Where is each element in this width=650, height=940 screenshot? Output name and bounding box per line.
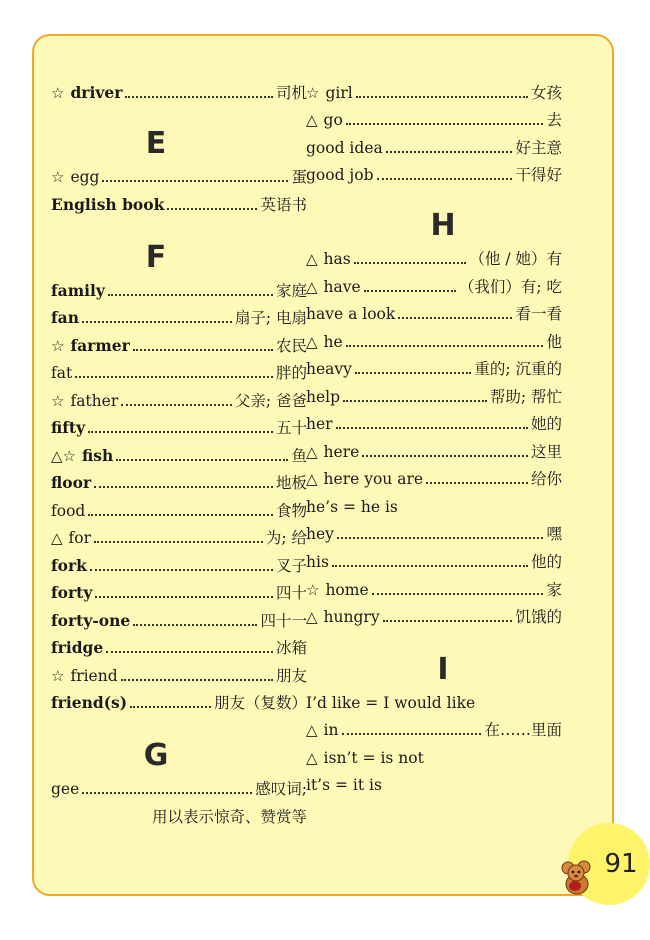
entry-meaning: 司机: [275, 84, 307, 102]
entry-forty: [51, 576, 307, 602]
entry-meaning: 农民: [275, 337, 307, 355]
section-letter-i: I: [437, 652, 449, 687]
entry-word: here: [323, 443, 360, 461]
star-mark: ☆: [306, 84, 320, 102]
entry-word: forty-one: [51, 611, 131, 630]
entry-word: have a look: [306, 305, 396, 323]
entry-meaning: 他: [546, 333, 562, 351]
entry-meaning: 鱼: [291, 447, 307, 465]
entry-good-job: [306, 158, 562, 184]
entry-meaning: 在……里面: [484, 721, 562, 739]
leader-dots: [82, 792, 252, 794]
entry-he: [306, 325, 562, 351]
entry-fan: [51, 301, 307, 327]
entry-meaning: 女孩: [530, 84, 562, 102]
entry-meaning: （我们）有; 吃: [458, 278, 562, 296]
entry-meaning: 嘿: [546, 525, 562, 543]
entry-word: friend(s): [51, 693, 128, 712]
entry-meaning: （他 / 她）有: [469, 250, 562, 268]
mouse-mascot-icon: [557, 858, 597, 898]
leader-dots: [356, 96, 528, 98]
triangle-mark: △: [306, 470, 318, 488]
leader-dots: [355, 372, 471, 374]
leader-dots: [94, 486, 273, 488]
leader-dots: [337, 537, 544, 539]
entry-heavy: [306, 352, 562, 378]
triangle-mark: △: [306, 443, 318, 461]
entry-meaning: 饥饿的: [515, 608, 562, 626]
leader-dots: [343, 400, 487, 402]
entry-home: [306, 573, 562, 599]
entry-good-idea: [306, 131, 562, 157]
entry-meaning: 好主意: [515, 139, 562, 157]
leader-dots: [426, 482, 528, 484]
entry-meaning: 给你: [530, 470, 562, 488]
leader-dots: [354, 262, 467, 264]
entry-word: good idea: [306, 139, 383, 157]
entry-word: have: [323, 278, 361, 296]
leader-dots: [372, 593, 544, 595]
leader-dots: [364, 290, 456, 292]
entry-word: farmer: [70, 336, 130, 355]
leader-dots: [133, 624, 257, 626]
leader-dots: [125, 96, 273, 98]
entry-meaning: 他的: [530, 553, 562, 571]
entry-meaning: 去: [546, 111, 562, 129]
leader-dots: [108, 294, 273, 296]
leader-dots: [121, 404, 232, 406]
entry-word: in: [323, 721, 339, 739]
entry-word: fat: [51, 364, 73, 382]
entry-word: gee: [51, 780, 80, 798]
entry-meaning: 蛋: [291, 168, 307, 186]
entry-word: fridge: [51, 638, 104, 657]
entry-meaning: 朋友（复数）: [213, 694, 307, 712]
triangle-mark: △: [306, 749, 318, 767]
entry-isnt: [306, 741, 562, 767]
entry-word: his: [306, 553, 329, 571]
leader-dots: [75, 376, 273, 378]
entry-meaning: 五十: [275, 419, 307, 437]
entry-word: forty: [51, 583, 93, 602]
entry-has: [306, 242, 562, 268]
leader-dots: [95, 596, 273, 598]
entry-word: family: [51, 281, 105, 300]
entry-fat: [51, 356, 307, 382]
triangle-star-mark: △☆: [51, 447, 76, 465]
entry-friend: [51, 659, 307, 685]
entry-word: good job: [306, 166, 374, 184]
leader-dots: [130, 706, 211, 708]
entry-word: egg: [70, 168, 100, 186]
entry-word: fish: [81, 446, 114, 465]
entry-her: [306, 407, 562, 433]
entry-word: fan: [51, 308, 79, 327]
leader-dots: [116, 459, 288, 461]
triangle-mark: △: [306, 608, 318, 626]
entry-word: floor: [51, 473, 92, 492]
triangle-mark: △: [306, 111, 318, 129]
entry-word: fork: [51, 556, 87, 575]
entry-in: [306, 713, 562, 739]
entry-here: [306, 435, 562, 461]
entry-meaning: 冰箱: [275, 639, 307, 657]
triangle-mark: △: [306, 278, 318, 296]
star-mark: ☆: [51, 168, 65, 186]
entry-meaning: 食物: [275, 502, 307, 520]
entry-id-like: [306, 686, 562, 712]
leader-dots: [332, 565, 528, 567]
entry-floor: [51, 466, 307, 492]
entry-forty-one: [51, 604, 307, 630]
entry-have: [306, 270, 562, 296]
entry-for: [51, 521, 307, 547]
entry-father: [51, 384, 307, 410]
leader-dots: [88, 431, 273, 433]
star-mark: ☆: [51, 667, 65, 685]
leader-dots: [346, 123, 544, 125]
entry-family: [51, 274, 307, 300]
entry-meaning: 重的; 沉重的: [474, 360, 562, 378]
leader-dots: [167, 208, 257, 210]
entry-fifty: [51, 411, 307, 437]
entry-meaning: 为; 给: [265, 529, 307, 547]
leader-dots: [346, 345, 544, 347]
entry-hey: [306, 517, 562, 543]
entry-meaning: 她的: [530, 415, 562, 433]
entry-word: heavy: [306, 360, 352, 378]
entry-girl: [306, 76, 562, 102]
leader-dots: [398, 317, 512, 319]
entry-meaning: 帮助; 帮忙: [489, 388, 562, 406]
entry-its: [306, 768, 562, 794]
entry-meaning: 家庭: [275, 282, 307, 300]
entry-word: for: [68, 529, 92, 547]
entry-go: [306, 103, 562, 129]
triangle-mark: △: [306, 333, 318, 351]
star-mark: ☆: [51, 392, 65, 410]
entry-word: I’d like = I would like: [306, 694, 476, 712]
entry-gee-continued: [51, 800, 307, 826]
entry-word: isn’t = is not: [323, 749, 424, 767]
star-mark: ☆: [51, 337, 65, 355]
entry-meaning: 叉子: [275, 557, 307, 575]
entry-word: here you are: [323, 470, 424, 488]
entry-word: hey: [306, 525, 334, 543]
entry-meaning: 英语书: [260, 196, 307, 214]
leader-dots: [386, 151, 513, 153]
entry-meaning: 四十: [275, 584, 307, 602]
entry-driver: [51, 76, 307, 102]
entry-word: go: [323, 111, 343, 129]
leader-dots: [383, 620, 513, 622]
entry-fridge: [51, 631, 307, 657]
entry-food: [51, 494, 307, 520]
leader-dots: [342, 733, 482, 735]
leader-dots: [94, 541, 263, 543]
entry-word: food: [51, 502, 86, 520]
entry-word: father: [70, 392, 119, 410]
leader-dots: [133, 349, 273, 351]
entry-fish: [51, 439, 307, 465]
entry-fork: [51, 549, 307, 575]
entry-word: it’s = it is: [306, 776, 382, 794]
entry-meaning: 胖的: [275, 364, 307, 382]
entry-word: friend: [70, 667, 118, 685]
entry-meaning: 扇子; 电扇: [234, 309, 307, 327]
entry-word: help: [306, 388, 341, 406]
entry-here-you-are: [306, 462, 562, 488]
leader-dots: [377, 178, 513, 180]
leader-dots: [106, 651, 273, 653]
entry-meaning: 家: [546, 581, 562, 599]
entry-meaning: 看一看: [515, 305, 562, 323]
entry-meaning: 地板: [275, 474, 307, 492]
entry-word: her: [306, 415, 333, 433]
triangle-mark: △: [306, 721, 318, 739]
entry-have-a-look: [306, 297, 562, 323]
entry-meaning: 四十一: [260, 612, 307, 630]
leader-dots: [121, 679, 273, 681]
leader-dots: [362, 455, 528, 457]
star-mark: ☆: [51, 84, 65, 102]
entry-friends: [51, 686, 307, 712]
triangle-mark: △: [306, 250, 318, 268]
entry-word: he: [323, 333, 343, 351]
entry-egg: [51, 160, 307, 186]
entry-meaning: 朋友: [275, 667, 307, 685]
entry-meaning: 干得好: [515, 166, 562, 184]
star-mark: ☆: [306, 581, 320, 599]
leader-dots: [336, 427, 528, 429]
entry-word: he’s = he is: [306, 498, 398, 516]
section-letter-g: G: [143, 738, 169, 773]
section-letter-f: F: [145, 240, 167, 275]
entry-hes: [306, 490, 562, 516]
entry-meaning: 父亲; 爸爸: [234, 392, 307, 410]
entry-word: English book: [51, 195, 165, 214]
leader-dots: [88, 514, 273, 516]
leader-dots: [82, 321, 232, 323]
entry-hungry: [306, 600, 562, 626]
entry-his: [306, 545, 562, 571]
entry-word: hungry: [323, 608, 380, 626]
entry-meaning: 感叹词;: [255, 780, 307, 798]
entry-gee: [51, 772, 307, 798]
section-letter-h: H: [430, 208, 456, 243]
entry-word: home: [325, 581, 369, 599]
entry-farmer: [51, 329, 307, 355]
entry-word: has: [323, 250, 351, 268]
entry-help: [306, 380, 562, 406]
entry-meaning: 这里: [530, 443, 562, 461]
entry-meaning: 用以表示惊奇、赞赏等: [151, 808, 307, 826]
entry-english-book: [51, 188, 307, 214]
entry-word: girl: [325, 84, 353, 102]
leader-dots: [102, 180, 288, 182]
leader-dots: [90, 569, 273, 571]
entry-word: driver: [70, 83, 123, 102]
triangle-mark: △: [51, 529, 63, 547]
section-letter-e: E: [145, 126, 167, 161]
entry-word: fifty: [51, 418, 86, 437]
page-number: 91: [604, 849, 638, 879]
